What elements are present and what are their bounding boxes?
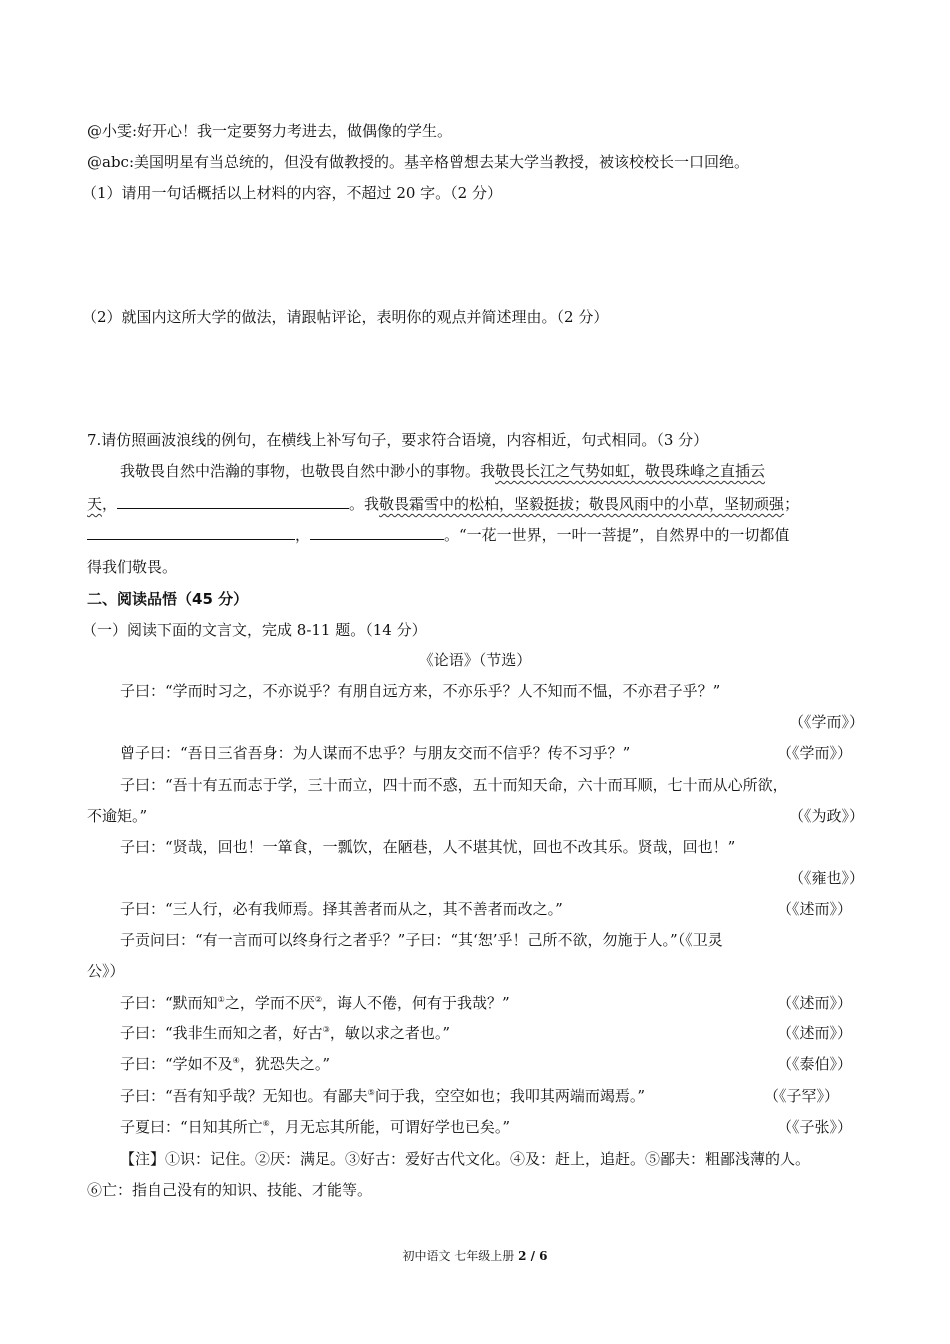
passage-title: 《论语》（节选） <box>418 651 532 669</box>
analects-3-line2: 不逾矩。” <box>87 807 148 825</box>
q6-sub2: （2）就国内这所大学的做法，请跟帖评论，表明你的观点并简述理由。（2 分） <box>82 308 609 326</box>
analects-6-line2: 公》） <box>87 962 125 980</box>
page-number: 2 / 6 <box>518 1249 548 1263</box>
source-11: （《子张》） <box>776 1118 852 1136</box>
footnote-marker-3: ③ <box>322 1025 330 1034</box>
q7-wavy-example-end: 天 <box>87 495 103 513</box>
footnote-marker-4: ④ <box>232 1056 240 1065</box>
analects-10 <box>120 1086 645 1106</box>
q7-line2 <box>87 494 799 514</box>
analects-7-text-b: 之，学而不厌 <box>224 994 315 1012</box>
analects-9-text-b: ，犹恐失之。” <box>239 1055 331 1073</box>
analects-2: 曾子曰：“吾日三省吾身：为人谋而不忠乎？与朋友交而不信乎？传不习乎？” <box>120 744 631 762</box>
answer-blank-2[interactable] <box>87 525 295 540</box>
q7-text-2: 。我 <box>349 495 380 513</box>
q7-comma-2: ， <box>295 526 311 544</box>
source-9: （《泰伯》） <box>776 1055 852 1073</box>
q7-comma: ， <box>102 495 118 513</box>
analects-9 <box>120 1054 330 1074</box>
analects-6-line1: 子贡问曰：“有一言而可以终身行之者乎？”子曰：“其‘恕’乎！己所不欲，勿施于人。”（《卫灵 <box>120 931 723 949</box>
section-sub: （一）阅读下面的文言文，完成 8-11 题。（14 分） <box>82 621 427 639</box>
notes-line2: ⑥亡：指自己没有的知识、技能、才能等。 <box>87 1181 373 1199</box>
source-7: （《述而》） <box>776 994 852 1012</box>
q7-wavy-example: 敬畏长江之气势如虹，敬畏珠峰之直插云 <box>495 462 766 480</box>
answer-blank-1[interactable] <box>117 494 349 509</box>
analects-5: 子曰：“三人行，必有我师焉。择其善者而从之，其不善者而改之。” <box>120 900 563 918</box>
source-4: （《雍也》） <box>788 869 864 887</box>
analects-7-text-a: 子曰：“默而知 <box>120 994 218 1012</box>
analects-8 <box>120 1023 450 1043</box>
analects-11-text-b: ，月无忘其所能，可谓好学也已矣。” <box>269 1118 511 1136</box>
forum-post-1: @小雯:好开心！我一定要努力考进去，做偶像的学生。 <box>87 122 453 140</box>
analects-9-text-a: 子曰：“学如不及 <box>120 1055 233 1073</box>
q7-text-3: 。“一花一世界，一叶一菩提”，自然界中的一切都值 <box>444 526 790 544</box>
source-5: （《述而》） <box>776 900 852 918</box>
q7-example-line1 <box>120 461 765 481</box>
footer-label: 初中语文 七年级上册 <box>402 1249 519 1263</box>
source-10: （《子罕》） <box>763 1087 839 1105</box>
footnote-marker-6: ⑥ <box>262 1119 270 1128</box>
analects-8-text-b: ，敏以求之者也。” <box>329 1024 451 1042</box>
analects-11 <box>120 1117 510 1137</box>
analects-11-text-a: 子夏曰：“日知其所亡 <box>120 1118 263 1136</box>
q7-wavy-example-2: 敬畏霜雪中的松柏，坚毅挺拔；敬畏风雨中的小草，坚韧顽强 <box>379 495 785 513</box>
q7-semicolon: ； <box>784 495 800 513</box>
analects-10-text-a: 子曰：“吾有知乎哉？无知也。有鄙夫 <box>120 1087 368 1105</box>
footnote-marker-1: ① <box>217 995 225 1004</box>
source-8: （《述而》） <box>776 1024 852 1042</box>
analects-10-text-b: 问于我，空空如也；我叩其两端而竭焉。” <box>374 1087 646 1105</box>
q7-line3 <box>87 525 789 545</box>
footnote-marker-5: ⑤ <box>367 1088 375 1097</box>
analects-8-text-a: 子曰：“我非生而知之者，好古 <box>120 1024 323 1042</box>
q7-line4: 得我们敬畏。 <box>87 558 178 576</box>
analects-7-text-c: ，诲人不倦，何有于我哉？” <box>322 994 510 1012</box>
q7-text: 我敬畏自然中浩瀚的事物，也敬畏自然中渺小的事物。我 <box>120 462 496 480</box>
forum-post-2: @abc:美国明星有当总统的，但没有做教授的。基辛格曾想去某大学当教授，被该校校长一口回绝。 <box>87 153 750 171</box>
footnote-marker-2: ② <box>314 995 323 1004</box>
source-1: （《学而》） <box>788 713 864 731</box>
section-title: 二、阅读品悟（45 分） <box>87 590 249 608</box>
page-footer <box>0 1248 950 1264</box>
answer-blank-3[interactable] <box>310 525 444 540</box>
q7-prompt: 7.请仿照画波浪线的例句，在横线上补写句子，要求符合语境，内容相近，句式相同。（3 分） <box>87 431 709 449</box>
source-3: （《为政》） <box>788 807 864 825</box>
source-2: （《学而》） <box>776 744 852 762</box>
analects-4: 子曰：“贤哉，回也！一箪食，一瓢饮，在陋巷，人不堪其忧，回也不改其乐。贤哉，回也！” <box>120 838 736 856</box>
analects-3-line1: 子曰：“吾十有五而志于学，三十而立，四十而不惑，五十而知天命，六十而耳顺，七十而从心所欲， <box>120 776 788 794</box>
notes-line1: 【注】①识：记住。②厌：满足。③好古：爱好古代文化。④及：赶上，追赶。⑤鄙夫：粗鄙浅薄的人。 <box>120 1150 811 1168</box>
q6-sub1: （1）请用一句话概括以上材料的内容，不超过 20 字。（2 分） <box>82 184 502 202</box>
analects-7 <box>120 993 510 1013</box>
analects-1: 子曰：“学而时习之，不亦说乎？有朋自远方来，不亦乐乎？人不知而不愠，不亦君子乎？” <box>120 682 721 700</box>
